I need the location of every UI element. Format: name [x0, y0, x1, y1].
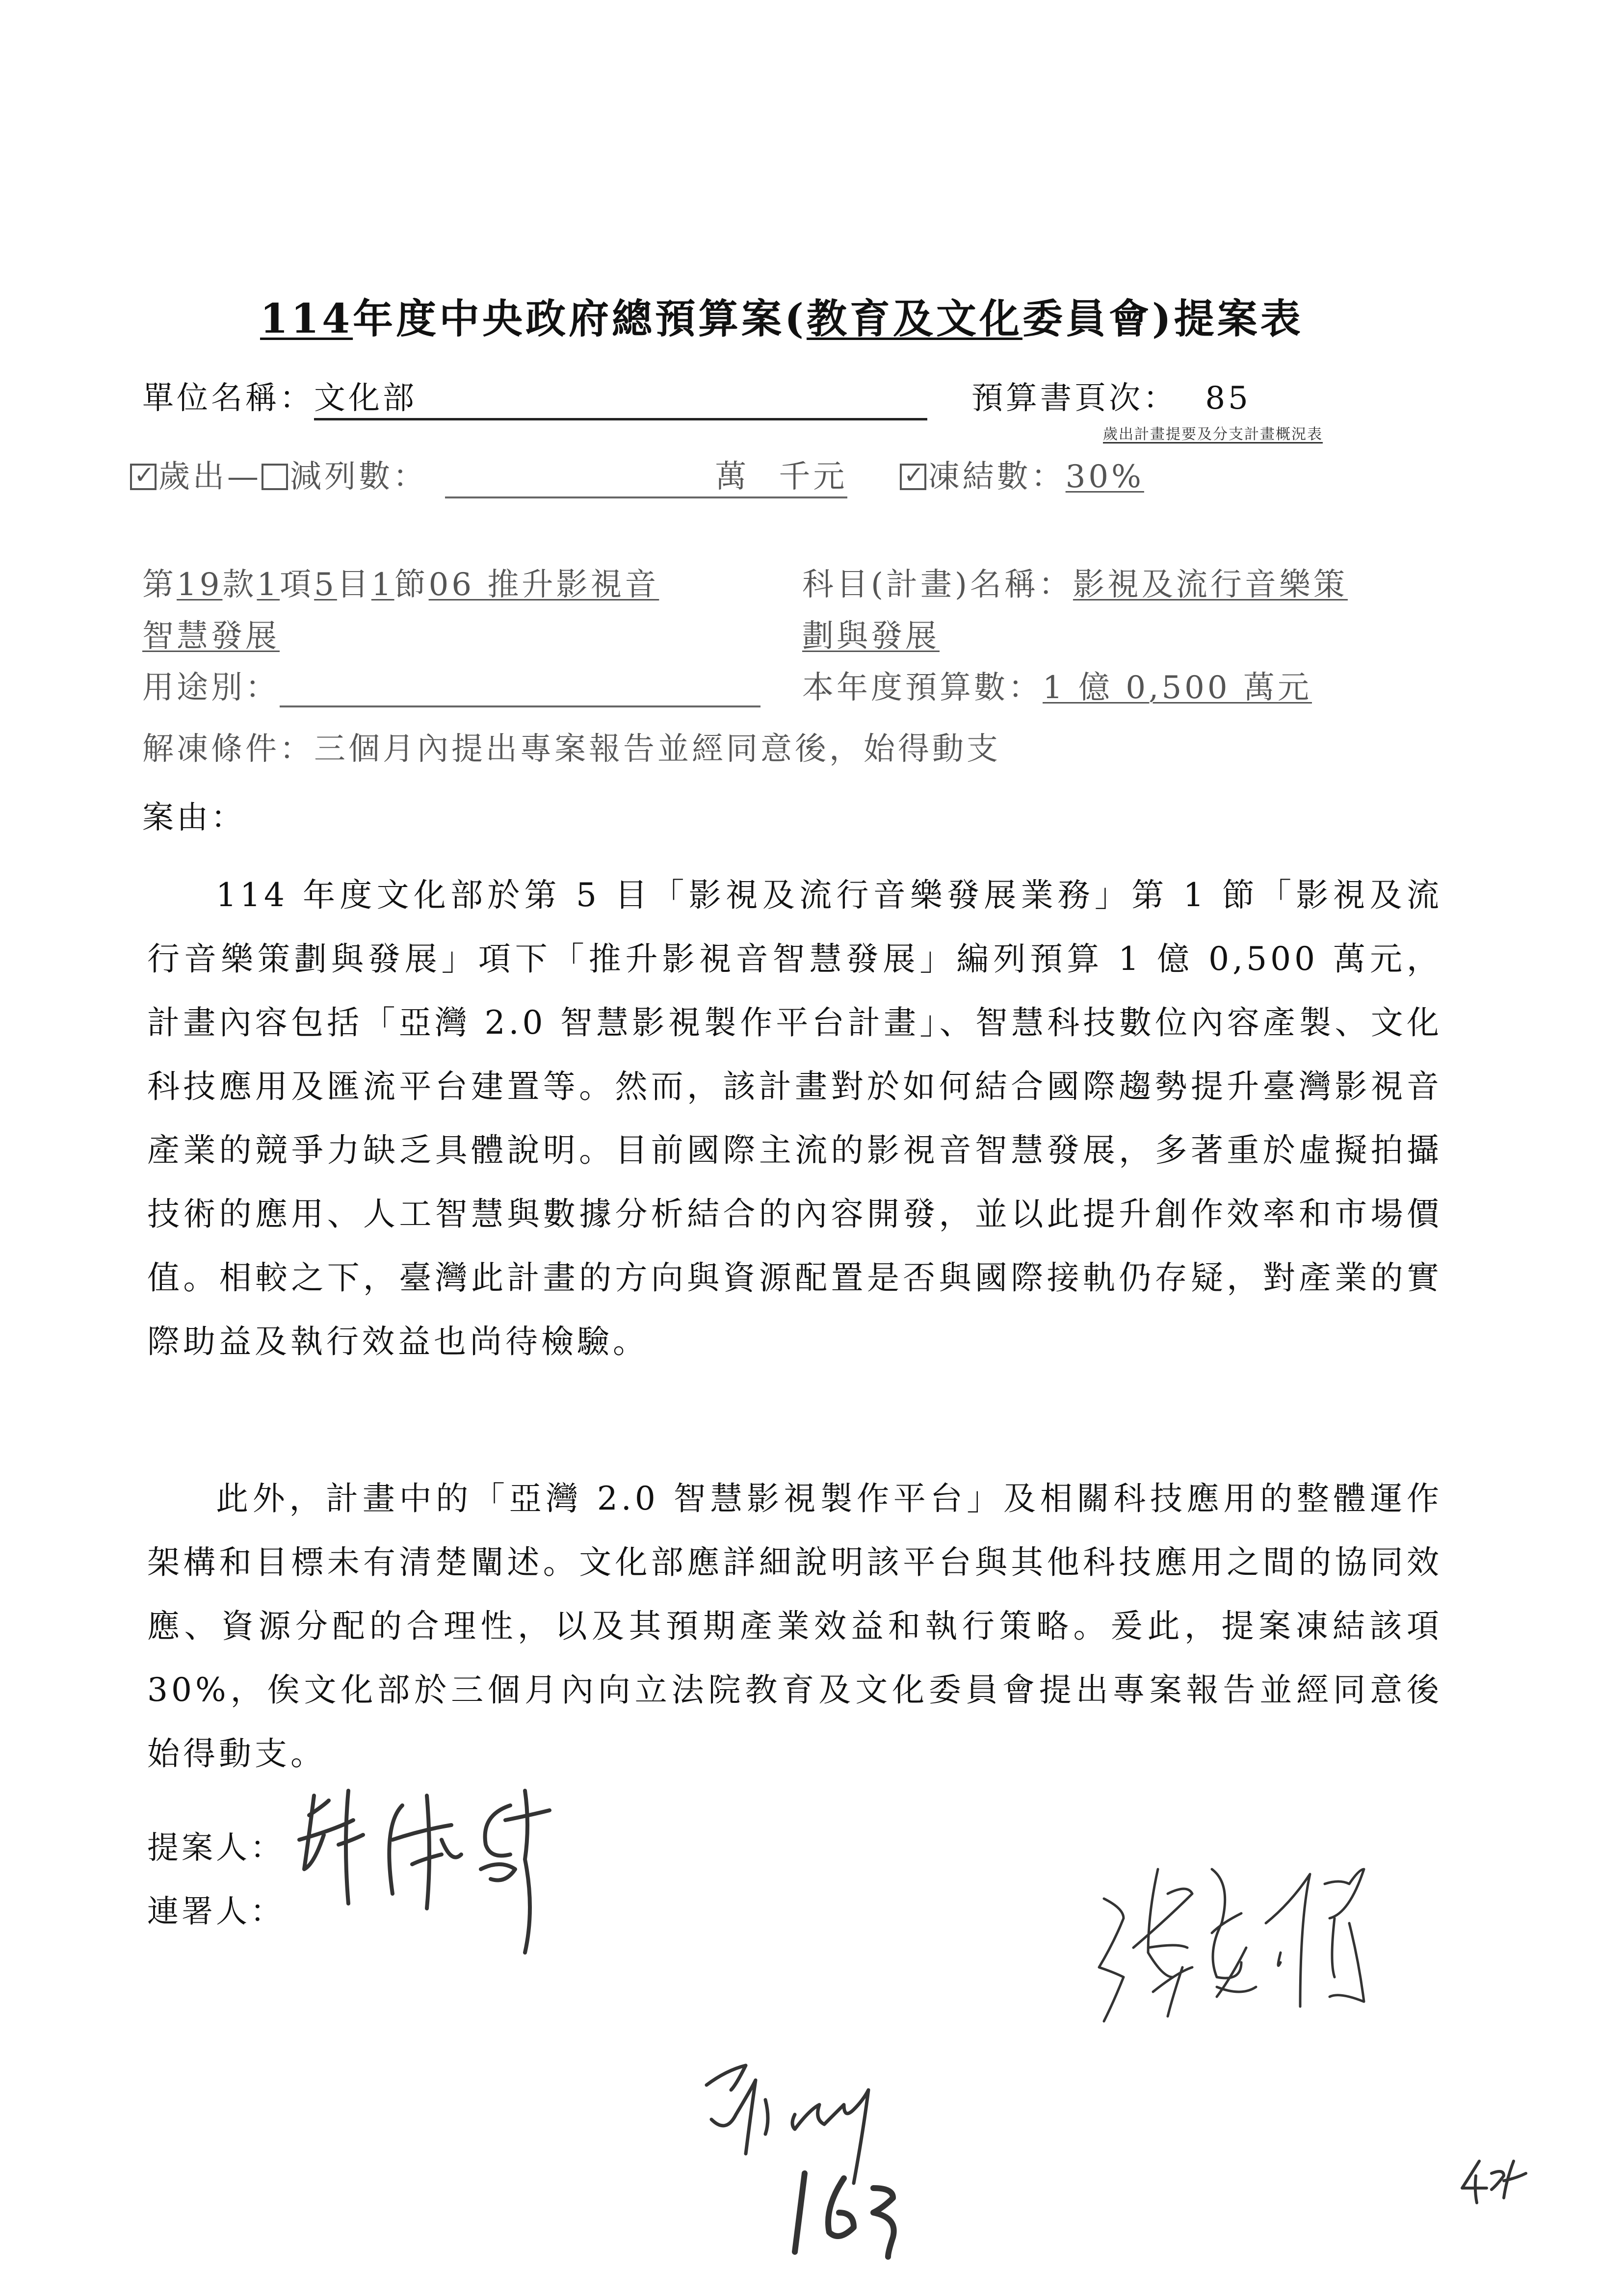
usage-label: 用途別：: [142, 670, 280, 706]
account-item-cont-text: 智慧發展: [142, 618, 280, 654]
conditions-label: 解凍條件：: [142, 731, 314, 767]
title-year: 114: [260, 295, 353, 342]
subject-cont: [802, 611, 940, 656]
cosigner-signature-1-graphic: [1094, 1864, 1467, 2031]
proposer-label: 提案人：: [147, 1830, 285, 1866]
page-note: 歲出計畫提要及分支計畫概況表: [1103, 426, 1323, 443]
budget-row: [802, 662, 1312, 707]
reason-paragraph-1-text: 114 年度文化部於第 5 目「影視及流行音樂發展業務」第 1 節「影視及流行音樂策劃與發展」項下「推升影視音智慧發展」編列預算 1 億 0,500 萬元，計畫內容包括「亞灣 2.0 智慧影視製作平台計畫」、智慧科技數位內容產製、文化科技應用及匯流平台建置等。然而，該計畫對於如何結合國際趨勢提升臺灣影視音產業的競爭力缺乏具體說明。目前國際主流的影視音智慧發展，多著重於虛擬拍攝技術的應用、人工智慧與數據分析結合的內容開發，並以此提升創作效率和市場價值。相較之下，臺灣此計畫的方向與資源配置是否與國際接軌仍存疑，對產業的實際助益及執行效益也尚待檢驗。: [147, 876, 1442, 1360]
account-xiang: 1: [257, 567, 280, 603]
unit-row: [142, 373, 927, 420]
subject-value-cont: 劃與發展: [802, 618, 940, 654]
account-kuan: 19: [177, 567, 223, 603]
account-jie-label: 節: [394, 567, 429, 603]
account-xiang-label: 項: [280, 567, 314, 603]
conditions-row: [142, 724, 1001, 769]
handwritten-number-graphic: [790, 2168, 917, 2262]
account-item: 06 推升影視音: [428, 567, 659, 603]
unit-label: 單位名稱：: [142, 380, 314, 417]
freeze-label: 凍結數：: [928, 459, 1066, 495]
page-mark: [1457, 2151, 1555, 2212]
freeze-checkbox[interactable]: [900, 464, 926, 490]
account-kuan-label: 款: [222, 567, 257, 603]
reason-label: 案由：: [142, 800, 245, 836]
budget-label: 本年度預算數：: [802, 670, 1043, 706]
unit-value: 文化部: [314, 380, 417, 417]
subject-label: 科目(計畫)名稱：: [802, 567, 1073, 603]
account-mu: 5: [314, 567, 337, 603]
subject-value: 影視及流行音樂策: [1073, 567, 1348, 603]
unit-wan: 萬: [715, 459, 750, 495]
dash: —: [227, 459, 262, 495]
page-mark-graphic: [1457, 2151, 1555, 2210]
account-row: [142, 559, 659, 604]
proposer-signature-graphic: [294, 1786, 638, 1943]
expenditure-checkbox[interactable]: [130, 464, 157, 490]
reduction-field[interactable]: [445, 451, 847, 498]
page-label: 預算書頁次：: [971, 380, 1178, 417]
unit-field: [314, 373, 927, 420]
proposer-signature: [294, 1786, 638, 1945]
reason-paragraph-2: [147, 1467, 1442, 1786]
reduction-checkbox[interactable]: [262, 464, 288, 490]
conditions-value: 三個月內提出專案報告並經同意後，始得動支: [314, 731, 1001, 767]
page-title: [260, 287, 1304, 344]
cosigner-signature-1: [1094, 1864, 1467, 2033]
account-mu-label: 目: [337, 567, 371, 603]
reason-paragraph-2-text: 此外，計畫中的「亞灣 2.0 智慧影視製作平台」及相關科技應用的整體運作架構和目標未有清楚闡述。文化部應詳細說明該平台與其他科技應用之間的協同效應、資源分配的合理性，以及其預期產業效益和執行策略。爰此，提案凍結該項 30%，俟文化部於三個月內向立法院教育及文化委員會提出專案報告並經同意後始得動支。: [147, 1480, 1442, 1773]
usage-row: [142, 662, 760, 707]
page-ref: [971, 373, 1251, 418]
budget-value: 1 億 0,500 萬元: [1043, 670, 1312, 706]
subject-row: [802, 559, 1348, 604]
title-committee: 教育及文化: [806, 295, 1022, 342]
cosigner-label: 連署人：: [147, 1894, 285, 1930]
expenditure-label: 歲出: [158, 459, 227, 495]
account-item-cont: [142, 611, 280, 656]
account-jie: 1: [371, 567, 394, 603]
freeze-value: 30%: [1065, 459, 1144, 495]
reason-paragraph-1: [147, 863, 1442, 1374]
account-prefix: 第: [142, 567, 177, 603]
unit-qian: 千元: [779, 459, 848, 495]
page-value: 85: [1205, 380, 1251, 417]
handwritten-number: [790, 2168, 917, 2264]
amounts-row: [130, 451, 1144, 498]
usage-field[interactable]: [280, 675, 760, 707]
title-part1: 年度中央政府總預算案(: [353, 295, 807, 342]
reduction-label: 減列數：: [290, 459, 427, 495]
title-part2: 委員會)提案表: [1022, 295, 1304, 342]
